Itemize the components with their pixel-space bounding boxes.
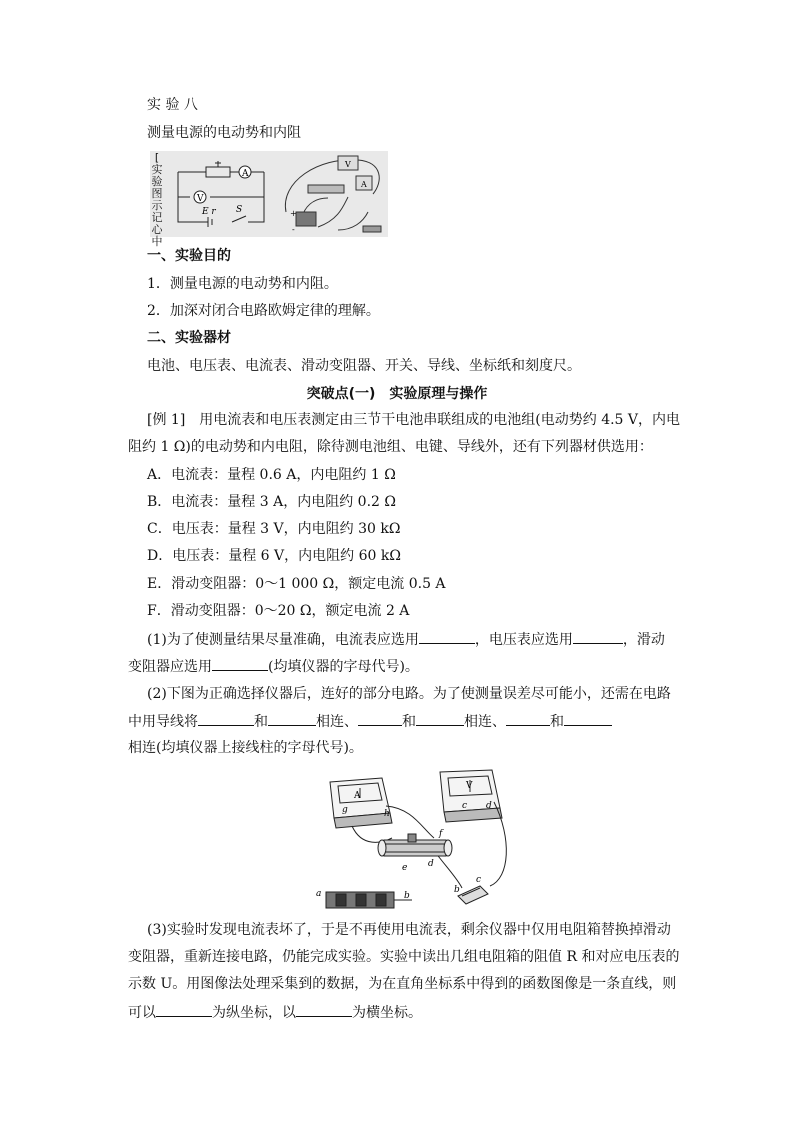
question-3-line-4: 可以 为纵坐标，以 为横坐标。: [128, 1002, 422, 1023]
experiment-number: 实 验 八: [147, 97, 198, 113]
section-1-heading: 一、实验目的: [147, 248, 231, 264]
answer-blank[interactable]: [358, 711, 402, 726]
answer-blank[interactable]: [506, 711, 550, 726]
option-d: D．电压表：量程 6 V，内电阻约 60 kΩ: [147, 548, 401, 564]
question-3-line-1: (3)实验时发现电流表坏了，于是不再使用电流表，剩余仪器中仅用电阻箱替换掉滑动: [147, 922, 671, 938]
answer-blank[interactable]: [573, 629, 623, 644]
photo-voltmeter-label: V: [345, 160, 351, 169]
terminal-d-label: d: [486, 801, 492, 811]
answer-blank[interactable]: [564, 711, 612, 726]
option-e: E．滑动变阻器：0～1 000 Ω，额定电流 0.5 A: [147, 576, 446, 592]
question-3-line-2: 变阻器，重新连接电路，仍能完成实验。实验中读出几组电阻箱的阻值 R 和对应电压表的: [128, 949, 680, 965]
source-label: E r: [202, 207, 216, 217]
question-2-line-3: 相连(均填仪器上接线柱的字母代号)。: [128, 740, 363, 756]
question-2-line-1: (2)下图为正确选择仪器后，连好的部分电路。为了使测量误差尽可能小，还需在电路: [147, 686, 671, 702]
circuit-diagram: [168, 152, 388, 238]
experiment-title: 测量电源的电动势和内阻: [147, 125, 301, 141]
figure-voltmeter-label: V: [466, 781, 473, 791]
question-3-line-3: 示数 U。用图像法处理采集到的数据，为在直角坐标系中得到的函数图像是一条直线，则: [128, 976, 677, 992]
photo-plus-label: +: [290, 209, 297, 218]
switch-label: S: [236, 205, 243, 215]
equipment-list: 电池、电压表、电流表、滑动变阻器、开关、导线、坐标纸和刻度尺。: [147, 358, 581, 374]
terminal-h-label: h: [384, 809, 390, 819]
photo-ammeter-label: A: [361, 180, 367, 189]
switch-b-label: b: [454, 885, 460, 895]
breakthrough-title: 突破点(一) 实验原理与操作: [306, 386, 488, 402]
answer-blank[interactable]: [419, 629, 475, 644]
option-f: F．滑动变阻器：0～20 Ω，额定电流 2 A: [147, 603, 410, 619]
figure-ammeter-label: A: [354, 791, 361, 801]
rheostat-d-label: d: [428, 859, 434, 869]
question-1-line-2: 变阻器应选用 (均填仪器的字母代号)。: [128, 656, 419, 677]
example-intro-line-2: 阻约 1 Ω)的电动势和内电阻，除待测电池组、电键、导线外，还有下列器材供选用：: [128, 439, 653, 455]
terminal-a-label: a: [316, 889, 322, 899]
switch-c-label: c: [476, 875, 482, 885]
photo-minus-label: -: [292, 225, 295, 234]
answer-blank[interactable]: [416, 711, 464, 726]
answer-blank[interactable]: [296, 1002, 352, 1017]
terminal-g-label: g: [342, 805, 348, 815]
question-1-line-1: (1)为了使测量结果尽量准确，电流表应选用 ，电压表应选用 ，滑动: [147, 629, 665, 650]
terminal-e-label: e: [402, 863, 408, 873]
option-c: C．电压表：量程 3 V，内电阻约 30 kΩ: [147, 521, 401, 537]
objective-2: 2．加深对闭合电路欧姆定律的理解。: [147, 303, 380, 319]
diagram-side-label: [ 实 验 图 示 记 心 中: [151, 151, 163, 248]
ammeter-symbol-label: A: [242, 169, 249, 179]
answer-blank[interactable]: [268, 711, 316, 726]
answer-blank[interactable]: [156, 1002, 212, 1017]
option-b: B．电流表：量程 3 A，内电阻约 0.2 Ω: [147, 494, 396, 510]
objective-1: 1．测量电源的电动势和内阻。: [147, 276, 338, 292]
voltmeter-symbol-label: V: [197, 194, 204, 204]
terminal-b-label: b: [404, 891, 410, 901]
answer-blank[interactable]: [212, 656, 268, 671]
terminal-c-label: c: [462, 801, 468, 811]
apparatus-figure: [312, 768, 512, 913]
option-a: A．电流表：量程 0.6 A，内电阻约 1 Ω: [147, 467, 396, 483]
section-2-heading: 二、实验器材: [147, 330, 231, 346]
example-intro-line-1: [例 1] 用电流表和电压表测定由三节干电池串联组成的电池组(电动势约 4.5 V，内电: [147, 412, 681, 428]
terminal-f-label: f: [439, 829, 443, 839]
question-2-line-2: 中用导线将 和 相连、 和 相连、 和: [128, 711, 612, 732]
answer-blank[interactable]: [198, 711, 254, 726]
